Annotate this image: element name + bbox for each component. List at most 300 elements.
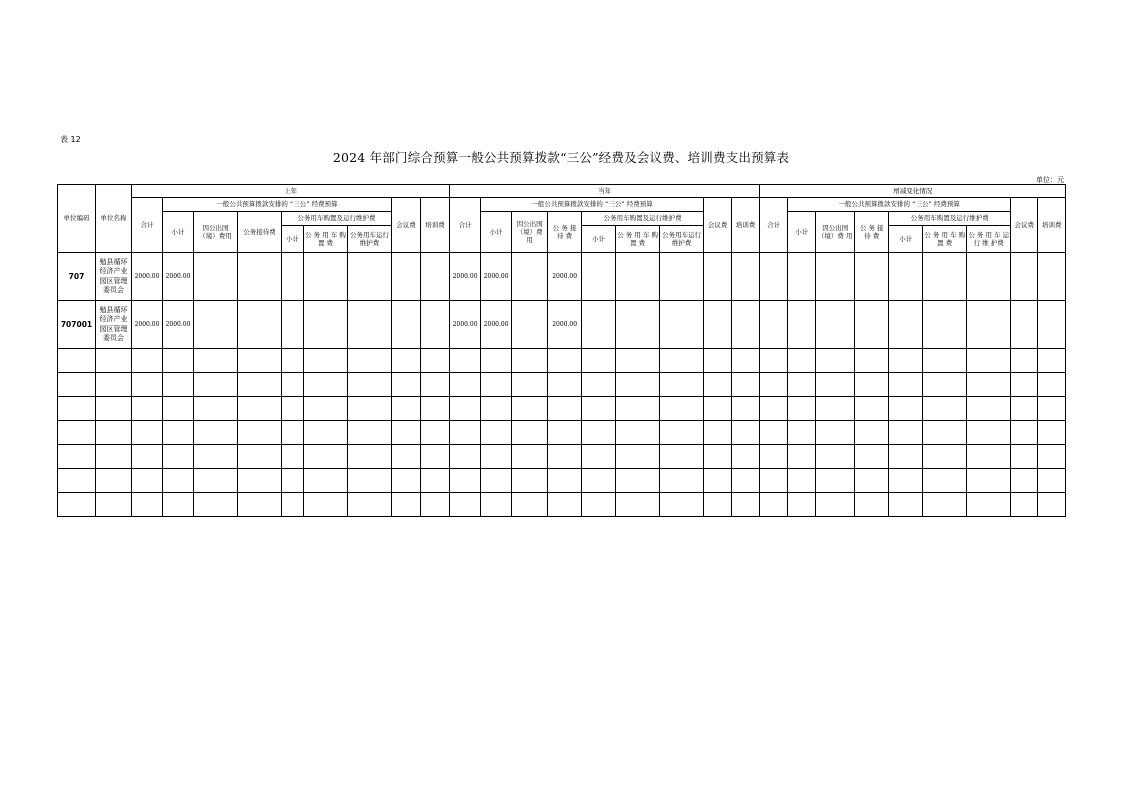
empty-cell — [58, 493, 96, 517]
empty-cell — [1011, 349, 1038, 373]
empty-cell — [616, 373, 660, 397]
header-sanggong-group: 一般公共预算拨款安排的 “三公” 经费预算 — [163, 198, 392, 212]
empty-cell — [481, 445, 512, 469]
empty-cell — [923, 349, 967, 373]
empty-cell — [660, 373, 704, 397]
header-meeting: 会议费 — [704, 198, 732, 253]
empty-cell — [704, 373, 732, 397]
empty-cell — [238, 349, 282, 373]
header-vehicle-operation: 公 务 用 车 运 行 维 护费 — [967, 226, 1011, 253]
page-title: 2024 年部门综合预算一般公共预算拨款“三公”经费及会议费、培训费支出预算表 — [332, 150, 790, 165]
empty-cell — [704, 349, 732, 373]
empty-cell — [304, 469, 348, 493]
empty-cell — [132, 469, 163, 493]
empty-cell — [1038, 397, 1066, 421]
empty-cell — [760, 253, 788, 301]
empty-cell — [481, 349, 512, 373]
empty-cell — [967, 253, 1011, 301]
empty-cell — [760, 301, 788, 349]
empty-cell — [760, 421, 788, 445]
empty-cell — [788, 349, 816, 373]
empty-cell — [304, 421, 348, 445]
empty-cell — [923, 301, 967, 349]
empty-cell — [194, 421, 238, 445]
empty-cell — [582, 421, 616, 445]
empty-cell — [704, 397, 732, 421]
empty-cell — [421, 421, 450, 445]
empty-cell — [392, 373, 421, 397]
empty-cell — [816, 301, 855, 349]
empty-cell — [816, 253, 855, 301]
empty-cell — [1038, 445, 1066, 469]
empty-cell — [304, 493, 348, 517]
empty-cell — [392, 253, 421, 301]
prev-subtotal-cell: 2000.00 — [163, 253, 194, 301]
cur-reception-cell: 2000.00 — [548, 253, 582, 301]
empty-cell — [348, 445, 392, 469]
empty-cell — [548, 445, 582, 469]
empty-cell — [788, 373, 816, 397]
header-vehicle-subtotal: 小计 — [582, 226, 616, 253]
empty-cell — [616, 349, 660, 373]
empty-cell — [450, 349, 481, 373]
empty-cell — [238, 445, 282, 469]
header-vehicle-operation: 公务用车运行维护费 — [660, 226, 704, 253]
empty-cell — [512, 493, 548, 517]
table-row — [58, 253, 1066, 301]
empty-cell — [421, 301, 450, 349]
empty-cell — [132, 445, 163, 469]
empty-table-row — [58, 349, 1066, 373]
header-subtotal: 小计 — [481, 212, 512, 253]
empty-cell — [704, 253, 732, 301]
empty-cell — [732, 493, 760, 517]
empty-cell — [194, 349, 238, 373]
empty-cell — [889, 469, 923, 493]
empty-cell — [194, 445, 238, 469]
table-label: 表 12 — [60, 135, 81, 144]
empty-cell — [392, 301, 421, 349]
empty-cell — [616, 445, 660, 469]
cur-subtotal-cell: 2000.00 — [481, 253, 512, 301]
empty-cell — [392, 397, 421, 421]
empty-cell — [704, 493, 732, 517]
empty-cell — [760, 469, 788, 493]
header-total: 合计 — [450, 198, 481, 253]
prev-subtotal-cell: 2000.00 — [163, 301, 194, 349]
header-group-current-year: 当年 — [450, 185, 760, 198]
empty-table-row — [58, 373, 1066, 397]
header-abroad: 因公出国（境）费 用 — [512, 212, 548, 253]
empty-cell — [348, 349, 392, 373]
empty-cell — [732, 253, 760, 301]
empty-cell — [132, 349, 163, 373]
empty-cell — [1038, 349, 1066, 373]
header-meeting: 会议费 — [392, 198, 421, 253]
empty-cell — [512, 397, 548, 421]
empty-cell — [582, 301, 616, 349]
empty-cell — [704, 301, 732, 349]
header-meeting: 会议费 — [1011, 198, 1038, 253]
empty-cell — [1011, 493, 1038, 517]
empty-cell — [732, 421, 760, 445]
empty-cell — [450, 493, 481, 517]
empty-cell — [548, 493, 582, 517]
cur-total-cell: 2000.00 — [450, 253, 481, 301]
empty-cell — [450, 469, 481, 493]
empty-cell — [163, 445, 194, 469]
empty-cell — [616, 493, 660, 517]
empty-cell — [58, 373, 96, 397]
empty-cell — [163, 397, 194, 421]
empty-table-row — [58, 421, 1066, 445]
empty-cell — [923, 397, 967, 421]
empty-cell — [392, 349, 421, 373]
empty-cell — [923, 253, 967, 301]
empty-cell — [348, 421, 392, 445]
empty-cell — [96, 397, 132, 421]
empty-cell — [855, 397, 889, 421]
empty-cell — [788, 421, 816, 445]
empty-cell — [1038, 301, 1066, 349]
empty-cell — [889, 253, 923, 301]
empty-cell — [760, 349, 788, 373]
empty-cell — [816, 397, 855, 421]
empty-cell — [732, 397, 760, 421]
empty-cell — [760, 397, 788, 421]
empty-table-row — [58, 469, 1066, 493]
empty-table-row — [58, 397, 1066, 421]
empty-cell — [967, 445, 1011, 469]
empty-cell — [163, 373, 194, 397]
empty-cell — [58, 469, 96, 493]
empty-cell — [855, 421, 889, 445]
empty-cell — [304, 349, 348, 373]
empty-cell — [923, 421, 967, 445]
header-group-prev-year: 上年 — [132, 185, 450, 198]
header-training: 培训费 — [1038, 198, 1066, 253]
empty-cell — [660, 301, 704, 349]
empty-cell — [855, 301, 889, 349]
empty-cell — [889, 445, 923, 469]
header-total: 合计 — [132, 198, 163, 253]
empty-cell — [421, 445, 450, 469]
cur-subtotal-cell: 2000.00 — [481, 301, 512, 349]
empty-cell — [732, 445, 760, 469]
empty-cell — [348, 253, 392, 301]
empty-cell — [582, 493, 616, 517]
empty-cell — [421, 397, 450, 421]
empty-cell — [760, 445, 788, 469]
empty-cell — [282, 373, 304, 397]
empty-cell — [855, 373, 889, 397]
empty-cell — [348, 397, 392, 421]
empty-cell — [582, 445, 616, 469]
empty-cell — [348, 373, 392, 397]
empty-cell — [760, 493, 788, 517]
empty-cell — [348, 301, 392, 349]
empty-cell — [1011, 253, 1038, 301]
empty-cell — [816, 421, 855, 445]
empty-cell — [163, 421, 194, 445]
empty-cell — [967, 469, 1011, 493]
empty-cell — [96, 421, 132, 445]
empty-cell — [1038, 469, 1066, 493]
empty-cell — [512, 253, 548, 301]
header-vehicle-subtotal: 小计 — [889, 226, 923, 253]
empty-cell — [1011, 373, 1038, 397]
header-total: 合计 — [760, 198, 788, 253]
empty-cell — [816, 493, 855, 517]
empty-cell — [616, 301, 660, 349]
empty-cell — [194, 253, 238, 301]
empty-cell — [660, 397, 704, 421]
empty-cell — [392, 445, 421, 469]
empty-cell — [304, 253, 348, 301]
empty-cell — [163, 349, 194, 373]
empty-cell — [238, 397, 282, 421]
empty-cell — [481, 421, 512, 445]
empty-cell — [282, 349, 304, 373]
empty-cell — [512, 421, 548, 445]
empty-cell — [512, 301, 548, 349]
empty-cell — [967, 493, 1011, 517]
header-vehicle-purchase: 公 务 用 车 购 置 费 — [616, 226, 660, 253]
empty-cell — [450, 397, 481, 421]
header-vehicle-subtotal: 小计 — [282, 226, 304, 253]
empty-cell — [238, 301, 282, 349]
empty-cell — [194, 373, 238, 397]
empty-cell — [1038, 421, 1066, 445]
header-abroad: 因公出国（境）费用 — [194, 212, 238, 253]
empty-cell — [548, 397, 582, 421]
empty-cell — [788, 253, 816, 301]
empty-table-row — [58, 445, 1066, 469]
empty-cell — [732, 301, 760, 349]
empty-cell — [548, 349, 582, 373]
empty-cell — [732, 373, 760, 397]
empty-cell — [132, 493, 163, 517]
empty-cell — [481, 373, 512, 397]
header-reception: 公 务 接 待 费 — [548, 212, 582, 253]
empty-cell — [548, 373, 582, 397]
empty-cell — [816, 349, 855, 373]
empty-cell — [1038, 493, 1066, 517]
header-vehicle-purchase: 公 务 用 车 购 置 费 — [923, 226, 967, 253]
empty-cell — [163, 493, 194, 517]
empty-cell — [889, 349, 923, 373]
empty-cell — [788, 301, 816, 349]
empty-cell — [512, 445, 548, 469]
empty-cell — [96, 373, 132, 397]
empty-cell — [421, 373, 450, 397]
empty-cell — [238, 469, 282, 493]
empty-cell — [582, 397, 616, 421]
empty-cell — [450, 373, 481, 397]
empty-cell — [1038, 253, 1066, 301]
empty-cell — [194, 301, 238, 349]
empty-cell — [282, 493, 304, 517]
empty-cell — [732, 469, 760, 493]
empty-cell — [923, 469, 967, 493]
empty-cell — [923, 373, 967, 397]
empty-cell — [450, 445, 481, 469]
empty-cell — [194, 397, 238, 421]
empty-cell — [889, 301, 923, 349]
empty-cell — [582, 469, 616, 493]
empty-cell — [967, 373, 1011, 397]
empty-cell — [704, 469, 732, 493]
unit-code-cell: 707001 — [58, 301, 96, 349]
empty-cell — [163, 469, 194, 493]
unit-name-cell: 勉县循环经济产业园区管理委员会 — [96, 301, 132, 349]
empty-cell — [816, 445, 855, 469]
empty-cell — [788, 445, 816, 469]
empty-cell — [1011, 301, 1038, 349]
empty-cell — [481, 493, 512, 517]
empty-cell — [616, 397, 660, 421]
header-training: 培训费 — [421, 198, 450, 253]
empty-cell — [704, 421, 732, 445]
header-vehicle-group: 公务用车购置及运行维护费 — [282, 212, 392, 226]
empty-cell — [238, 253, 282, 301]
empty-cell — [788, 397, 816, 421]
empty-cell — [304, 373, 348, 397]
empty-cell — [704, 445, 732, 469]
empty-cell — [58, 445, 96, 469]
empty-cell — [616, 421, 660, 445]
empty-cell — [889, 421, 923, 445]
empty-cell — [582, 253, 616, 301]
empty-cell — [392, 421, 421, 445]
header-subtotal: 小计 — [163, 212, 194, 253]
empty-cell — [855, 445, 889, 469]
empty-cell — [788, 469, 816, 493]
header-training: 培训费 — [732, 198, 760, 253]
empty-cell — [660, 469, 704, 493]
empty-cell — [923, 445, 967, 469]
empty-cell — [788, 493, 816, 517]
empty-cell — [967, 421, 1011, 445]
empty-cell — [967, 397, 1011, 421]
empty-cell — [132, 373, 163, 397]
empty-cell — [481, 469, 512, 493]
empty-cell — [194, 493, 238, 517]
empty-cell — [548, 469, 582, 493]
empty-cell — [512, 373, 548, 397]
empty-cell — [58, 349, 96, 373]
empty-cell — [58, 397, 96, 421]
empty-cell — [855, 349, 889, 373]
empty-cell — [392, 493, 421, 517]
unit-name-cell: 勉县循环经济产业园区管理委员会 — [96, 253, 132, 301]
empty-cell — [616, 469, 660, 493]
empty-cell — [855, 493, 889, 517]
cur-reception-cell: 2000.00 — [548, 301, 582, 349]
empty-cell — [304, 397, 348, 421]
empty-cell — [194, 469, 238, 493]
header-group-change: 增减变化情况 — [760, 185, 1066, 198]
empty-cell — [304, 445, 348, 469]
empty-cell — [660, 253, 704, 301]
empty-cell — [421, 253, 450, 301]
empty-cell — [1011, 397, 1038, 421]
header-vehicle-operation: 公务用车运行维护费 — [348, 226, 392, 253]
empty-cell — [616, 253, 660, 301]
header-sanggong-group: 一般公共预算拨款安排的 “三公” 经费预算 — [481, 198, 704, 212]
empty-cell — [1038, 373, 1066, 397]
empty-cell — [96, 445, 132, 469]
empty-cell — [392, 469, 421, 493]
header-sanggong-group: 一般公共预算拨款安排的 “三公” 经费预算 — [788, 198, 1011, 212]
empty-cell — [96, 349, 132, 373]
empty-cell — [582, 349, 616, 373]
budget-table — [57, 184, 1066, 517]
empty-cell — [1011, 469, 1038, 493]
empty-cell — [132, 421, 163, 445]
header-vehicle-purchase: 公 务 用 车 购 置 费 — [304, 226, 348, 253]
empty-cell — [96, 469, 132, 493]
unit-code-cell: 707 — [58, 253, 96, 301]
empty-cell — [512, 469, 548, 493]
empty-cell — [967, 349, 1011, 373]
header-reception: 公 务 接 待 费 — [855, 212, 889, 253]
header-unit-code: 单位编码 — [58, 185, 96, 253]
empty-cell — [660, 349, 704, 373]
empty-cell — [282, 469, 304, 493]
empty-cell — [238, 421, 282, 445]
empty-cell — [348, 469, 392, 493]
empty-cell — [816, 373, 855, 397]
empty-cell — [58, 421, 96, 445]
empty-cell — [421, 349, 450, 373]
header-vehicle-group: 公务用车购置及运行维护费 — [889, 212, 1011, 226]
empty-cell — [1011, 445, 1038, 469]
header-reception: 公务接待费 — [238, 212, 282, 253]
cur-total-cell: 2000.00 — [450, 301, 481, 349]
empty-cell — [967, 301, 1011, 349]
empty-cell — [96, 493, 132, 517]
empty-cell — [348, 493, 392, 517]
empty-cell — [282, 397, 304, 421]
empty-cell — [238, 493, 282, 517]
empty-cell — [732, 349, 760, 373]
empty-cell — [660, 493, 704, 517]
empty-cell — [282, 301, 304, 349]
empty-cell — [282, 253, 304, 301]
empty-cell — [855, 469, 889, 493]
header-subtotal: 小计 — [788, 212, 816, 253]
empty-cell — [889, 373, 923, 397]
empty-cell — [923, 493, 967, 517]
header-abroad: 因公出国（境）费 用 — [816, 212, 855, 253]
header-unit-name: 单位名称 — [96, 185, 132, 253]
unit-label: 单位：元 — [1036, 176, 1064, 184]
empty-cell — [421, 469, 450, 493]
empty-cell — [889, 493, 923, 517]
empty-cell — [282, 421, 304, 445]
empty-table-row — [58, 493, 1066, 517]
prev-total-cell: 2000.00 — [132, 253, 163, 301]
empty-cell — [548, 421, 582, 445]
empty-cell — [889, 397, 923, 421]
prev-total-cell: 2000.00 — [132, 301, 163, 349]
empty-cell — [421, 493, 450, 517]
empty-cell — [238, 373, 282, 397]
empty-cell — [450, 421, 481, 445]
empty-cell — [660, 445, 704, 469]
empty-cell — [512, 349, 548, 373]
